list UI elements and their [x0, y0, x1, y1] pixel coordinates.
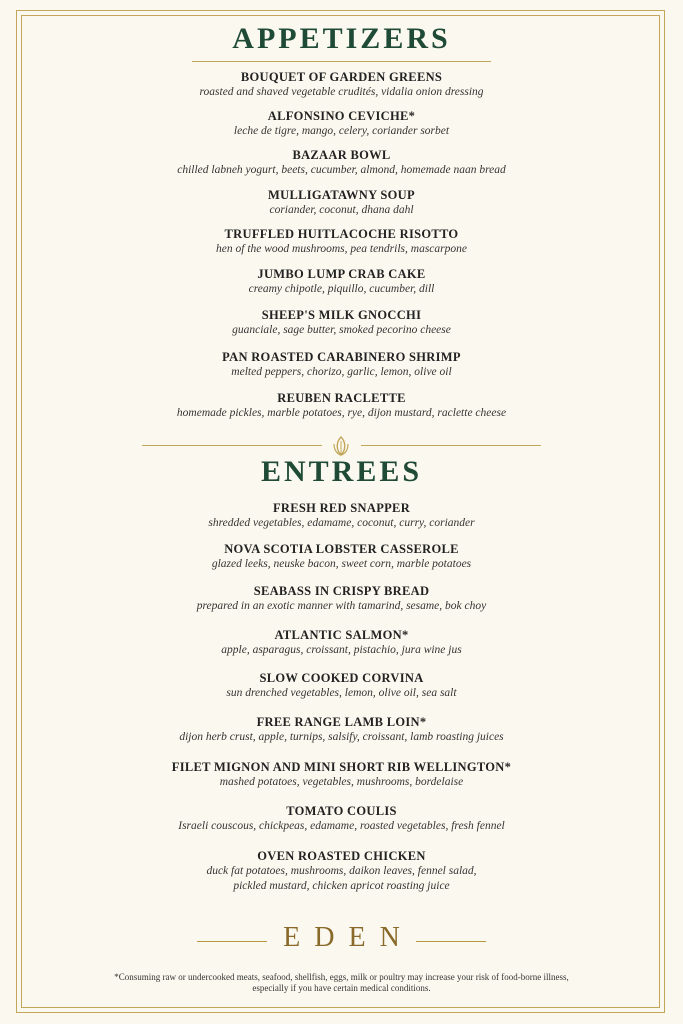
item-name: FILET MIGNON AND MINI SHORT RIB WELLINGTON* [171, 760, 512, 774]
footnote-line: *Consuming raw or undercooked meats, seafood, shellfish, eggs, milk or poultry may increase your risk of food-borne illness, [114, 972, 569, 982]
appetizers-title: APPETIZERS [232, 22, 451, 55]
item-name: REUBEN RACLETTE [277, 391, 406, 405]
item-name: SEABASS IN CRISPY BREAD [253, 584, 430, 598]
brand-logo: EDEN [283, 922, 414, 953]
item-description: homemade pickles, marble potatoes, rye, dijon mustard, raclette cheese [176, 407, 507, 419]
item-description: shredded vegetables, edamame, coconut, curry, coriander [208, 517, 475, 529]
item-name: ATLANTIC SALMON* [274, 628, 409, 642]
item-name: TOMATO COULIS [286, 804, 397, 818]
item-description: glazed leeks, neuske bacon, sweet corn, marble potatoes [211, 558, 472, 570]
brand-row [0, 922, 683, 956]
item-description: sun drenched vegetables, lemon, olive oil, sea salt [226, 687, 457, 699]
divider-right [361, 445, 541, 446]
menu-item [0, 70, 683, 100]
menu-item [0, 188, 683, 218]
entrees-title: ENTREES [260, 455, 423, 488]
item-description: duck fat potatoes, mushrooms, daikon leaves, fennel salad, [206, 865, 477, 877]
item-name: SLOW COOKED CORVINA [259, 671, 424, 685]
item-description: prepared in an exotic manner with tamarind, sesame, bok choy [196, 600, 487, 612]
item-description: hen of the wood mushrooms, pea tendrils, mascarpone [216, 243, 467, 255]
divider-left [142, 445, 322, 446]
item-description: melted peppers, chorizo, garlic, lemon, olive oil [231, 366, 452, 378]
item-description: chilled labneh yogurt, beets, cucumber, almond, homemade naan bread [177, 164, 506, 176]
item-description: leche de tigre, mango, celery, coriander sorbet [233, 125, 450, 137]
item-description: mashed potatoes, vegetables, mushrooms, bordelaise [219, 776, 464, 788]
item-description: Israeli couscous, chickpeas, edamame, roasted vegetables, fresh fennel [178, 820, 505, 832]
menu-item [0, 804, 683, 834]
item-name: OVEN ROASTED CHICKEN [257, 849, 426, 863]
menu-item [0, 109, 683, 139]
item-name: TRUFFLED HUITLACOCHE RISOTTO [224, 227, 459, 241]
footnote [60, 972, 623, 994]
item-name: JUMBO LUMP CRAB CAKE [257, 267, 426, 281]
menu-item [0, 350, 683, 380]
item-description: roasted and shaved vegetable crudités, vidalia onion dressing [199, 86, 484, 98]
item-description: guanciale, sage butter, smoked pecorino cheese [232, 324, 451, 336]
menu-item [0, 148, 683, 178]
item-name: BAZAAR BOWL [292, 148, 391, 162]
appetizers-underline [192, 61, 491, 62]
item-description: pickled mustard, chicken apricot roasting juice [233, 880, 450, 892]
menu-item [0, 227, 683, 257]
menu-item [0, 308, 683, 338]
menu-item [0, 584, 683, 614]
item-description: dijon herb crust, apple, turnips, salsify, croissant, lamb roasting juices [179, 731, 504, 743]
item-name: NOVA SCOTIA LOBSTER CASSEROLE [224, 542, 459, 556]
item-name: MULLIGATAWNY SOUP [268, 188, 415, 202]
menu-item [0, 542, 683, 572]
item-description: creamy chipotle, piquillo, cucumber, dill [248, 283, 435, 295]
item-description: apple, asparagus, croissant, pistachio, jura wine jus [221, 644, 462, 656]
menu-item [0, 501, 683, 531]
menu-item [0, 760, 683, 790]
menu-item [0, 391, 683, 421]
item-name: FRESH RED SNAPPER [272, 501, 411, 515]
leaf-icon [330, 435, 352, 457]
item-description: coriander, coconut, dhana dahl [269, 204, 414, 216]
menu-item [0, 671, 683, 701]
item-name: SHEEP'S MILK GNOCCHI [261, 308, 422, 322]
item-name: FREE RANGE LAMB LOIN* [256, 715, 427, 729]
footnote-line: especially if you have certain medical conditions. [252, 983, 431, 993]
menu-item [0, 715, 683, 745]
item-name: ALFONSINO CEVICHE* [267, 109, 416, 123]
menu-item [0, 628, 683, 658]
menu-item [0, 267, 683, 297]
item-name: PAN ROASTED CARABINERO SHRIMP [222, 350, 461, 364]
menu-item [0, 849, 683, 894]
item-name: BOUQUET OF GARDEN GREENS [240, 70, 443, 84]
